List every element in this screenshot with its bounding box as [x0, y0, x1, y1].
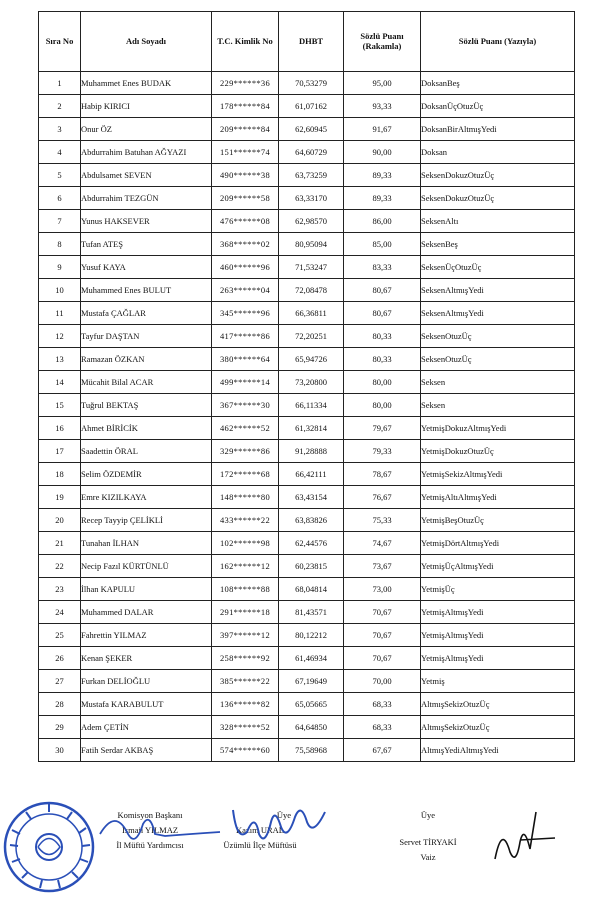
- oral-score-numeric: 67,67: [344, 739, 421, 762]
- table-row: [39, 302, 575, 325]
- oral-score-text: SeksenAltı: [421, 210, 575, 233]
- dhbt-score: 63,43154: [279, 486, 344, 509]
- oral-score-text: SeksenBeş: [421, 233, 575, 256]
- dhbt-score: 66,42111: [279, 463, 344, 486]
- oral-score-text: YetmişAltmışYedi: [421, 624, 575, 647]
- candidate-name: Yusuf KAYA: [81, 256, 212, 279]
- chair-title: İl Müftü Yardımcısı: [116, 840, 184, 850]
- row-number: 14: [39, 371, 81, 394]
- member2-signature-block: [378, 808, 478, 865]
- oral-score-numeric: 78,67: [344, 463, 421, 486]
- oral-score-text: SeksenÜçOtuzÜç: [421, 256, 575, 279]
- oral-score-numeric: 80,67: [344, 302, 421, 325]
- oral-score-text: YetmişSekizAltmışYedi: [421, 463, 575, 486]
- header-dhbt: DHBT: [279, 12, 344, 72]
- table-row: [39, 348, 575, 371]
- oral-score-text: AltmışSekizOtuzÜç: [421, 716, 575, 739]
- candidate-name: Kenan ŞEKER: [81, 647, 212, 670]
- dhbt-score: 71,53247: [279, 256, 344, 279]
- oral-score-numeric: 80,00: [344, 394, 421, 417]
- candidate-name: Habip KIRICI: [81, 95, 212, 118]
- candidate-name: Tuğrul BEKTAŞ: [81, 394, 212, 417]
- row-number: 17: [39, 440, 81, 463]
- row-number: 30: [39, 739, 81, 762]
- oral-score-text: AltmışSekizOtuzÜç: [421, 693, 575, 716]
- candidate-name: Mustafa ÇAĞLAR: [81, 302, 212, 325]
- dhbt-score: 62,60945: [279, 118, 344, 141]
- tc-number: 229******36: [212, 72, 279, 95]
- tc-number: 397******12: [212, 624, 279, 647]
- oral-score-text: YetmişDokuzOtuzÜç: [421, 440, 575, 463]
- table-row: [39, 141, 575, 164]
- oral-score-numeric: 76,67: [344, 486, 421, 509]
- row-number: 4: [39, 141, 81, 164]
- oral-score-text: DoksanÜçOtuzÜç: [421, 95, 575, 118]
- row-number: 23: [39, 578, 81, 601]
- table-row: [39, 210, 575, 233]
- tc-number: 367******30: [212, 394, 279, 417]
- oral-score-numeric: 80,67: [344, 279, 421, 302]
- table-row: [39, 417, 575, 440]
- tc-number: 329******86: [212, 440, 279, 463]
- dhbt-score: 62,98570: [279, 210, 344, 233]
- oral-score-text: Yetmiş: [421, 670, 575, 693]
- dhbt-score: 64,60729: [279, 141, 344, 164]
- header-score-text: Sözlü Puanı (Yazıyla): [421, 12, 575, 72]
- oral-score-numeric: 75,33: [344, 509, 421, 532]
- tc-number: 102******98: [212, 532, 279, 555]
- row-number: 15: [39, 394, 81, 417]
- member2-role: Üye: [420, 810, 436, 820]
- oral-score-numeric: 80,33: [344, 325, 421, 348]
- dhbt-score: 70,53279: [279, 72, 344, 95]
- table-body: [39, 72, 575, 762]
- candidate-name: Furkan DELİOĞLU: [81, 670, 212, 693]
- oral-score-text: YetmişDokuzAltmışYedi: [421, 417, 575, 440]
- header-no: Sıra No: [39, 12, 81, 72]
- member1-name: Kazım URAL: [236, 825, 284, 835]
- tc-number: 476******08: [212, 210, 279, 233]
- tc-number: 209******84: [212, 118, 279, 141]
- table-row: [39, 509, 575, 532]
- row-number: 8: [39, 233, 81, 256]
- table-row: [39, 118, 575, 141]
- member2-signature-icon: [490, 804, 560, 874]
- oral-score-text: SeksenAltmışYedi: [421, 302, 575, 325]
- candidate-name: Necip Fazıl KÜRTÜNLÜ: [81, 555, 212, 578]
- tc-number: 460******96: [212, 256, 279, 279]
- oral-score-text: YetmişBeşOtuzÜç: [421, 509, 575, 532]
- dhbt-score: 66,36811: [279, 302, 344, 325]
- tc-number: 385******22: [212, 670, 279, 693]
- table-row: [39, 187, 575, 210]
- dhbt-score: 72,20251: [279, 325, 344, 348]
- candidate-name: Saadettin ÖRAL: [81, 440, 212, 463]
- candidate-name: Abdulsamet SEVEN: [81, 164, 212, 187]
- tc-number: 263******04: [212, 279, 279, 302]
- signature-footer: [0, 790, 613, 900]
- table-row: [39, 601, 575, 624]
- row-number: 29: [39, 716, 81, 739]
- candidate-name: Muhammed DALAR: [81, 601, 212, 624]
- row-number: 21: [39, 532, 81, 555]
- dhbt-score: 62,44576: [279, 532, 344, 555]
- chair-name: İsmail YILMAZ: [121, 825, 179, 835]
- table-row: [39, 693, 575, 716]
- candidate-name: Adem ÇETİN: [81, 716, 212, 739]
- table-row: [39, 716, 575, 739]
- candidate-name: Muhammet Enes BUDAK: [81, 72, 212, 95]
- oral-score-numeric: 70,67: [344, 647, 421, 670]
- oral-score-numeric: 93,33: [344, 95, 421, 118]
- table-row: [39, 739, 575, 762]
- table-row: [39, 164, 575, 187]
- member2-title: Vaiz: [420, 852, 436, 862]
- tc-number: 162******12: [212, 555, 279, 578]
- oral-score-numeric: 85,00: [344, 233, 421, 256]
- dhbt-score: 72,08478: [279, 279, 344, 302]
- table-row: [39, 578, 575, 601]
- oral-score-text: SeksenDokuzOtuzÜç: [421, 164, 575, 187]
- candidate-name: Yunus HAKSEVER: [81, 210, 212, 233]
- tc-number: 136******82: [212, 693, 279, 716]
- dhbt-score: 68,04814: [279, 578, 344, 601]
- dhbt-score: 75,58968: [279, 739, 344, 762]
- table-row: [39, 371, 575, 394]
- row-number: 11: [39, 302, 81, 325]
- tc-number: 417******86: [212, 325, 279, 348]
- row-number: 2: [39, 95, 81, 118]
- row-number: 12: [39, 325, 81, 348]
- tc-number: 380******64: [212, 348, 279, 371]
- dhbt-score: 65,05665: [279, 693, 344, 716]
- table-row: [39, 647, 575, 670]
- oral-score-numeric: 70,67: [344, 601, 421, 624]
- tc-number: 499******14: [212, 371, 279, 394]
- dhbt-score: 80,12212: [279, 624, 344, 647]
- tc-number: 490******38: [212, 164, 279, 187]
- row-number: 6: [39, 187, 81, 210]
- row-number: 10: [39, 279, 81, 302]
- oral-score-numeric: 68,33: [344, 716, 421, 739]
- oral-score-numeric: 70,67: [344, 624, 421, 647]
- candidate-name: Fatih Serdar AKBAŞ: [81, 739, 212, 762]
- dhbt-score: 60,23815: [279, 555, 344, 578]
- candidate-name: Selim ÖZDEMİR: [81, 463, 212, 486]
- candidate-name: Mücahit Bilal ACAR: [81, 371, 212, 394]
- row-number: 18: [39, 463, 81, 486]
- tc-number: 574******60: [212, 739, 279, 762]
- row-number: 28: [39, 693, 81, 716]
- oral-score-text: SeksenDokuzOtuzÜç: [421, 187, 575, 210]
- oral-score-text: Seksen: [421, 371, 575, 394]
- candidate-name: Onur ÖZ: [81, 118, 212, 141]
- table-row: [39, 256, 575, 279]
- table-row: [39, 394, 575, 417]
- candidate-name: Tayfur DAŞTAN: [81, 325, 212, 348]
- chair-role: Komisyon Başkanı: [117, 810, 183, 820]
- tc-number: 462******52: [212, 417, 279, 440]
- candidate-name: Abdurrahim TEZGÜN: [81, 187, 212, 210]
- table-row: [39, 670, 575, 693]
- tc-number: 258******92: [212, 647, 279, 670]
- header-name: Adı Soyadı: [81, 12, 212, 72]
- oral-score-text: SeksenAltmışYedi: [421, 279, 575, 302]
- table-row: [39, 279, 575, 302]
- table-row: [39, 72, 575, 95]
- oral-score-text: SeksenOtuzÜç: [421, 325, 575, 348]
- row-number: 19: [39, 486, 81, 509]
- oral-score-numeric: 73,67: [344, 555, 421, 578]
- dhbt-score: 67,19649: [279, 670, 344, 693]
- dhbt-score: 63,83826: [279, 509, 344, 532]
- row-number: 5: [39, 164, 81, 187]
- oral-score-numeric: 89,33: [344, 164, 421, 187]
- dhbt-score: 64,64850: [279, 716, 344, 739]
- candidate-name: Ramazan ÖZKAN: [81, 348, 212, 371]
- oral-score-text: Doksan: [421, 141, 575, 164]
- official-stamp-icon: [2, 800, 97, 895]
- candidate-name: Mustafa KARABULUT: [81, 693, 212, 716]
- oral-score-numeric: 74,67: [344, 532, 421, 555]
- candidate-name: Tunahan İLHAN: [81, 532, 212, 555]
- tc-number: 178******84: [212, 95, 279, 118]
- dhbt-score: 61,07162: [279, 95, 344, 118]
- row-number: 9: [39, 256, 81, 279]
- table-row: [39, 95, 575, 118]
- oral-score-numeric: 80,33: [344, 348, 421, 371]
- dhbt-score: 80,95094: [279, 233, 344, 256]
- member2-name: Servet TİRYAKİ: [399, 837, 457, 847]
- candidate-name: İlhan KAPULU: [81, 578, 212, 601]
- tc-number: 433******22: [212, 509, 279, 532]
- row-number: 13: [39, 348, 81, 371]
- row-number: 25: [39, 624, 81, 647]
- oral-score-numeric: 89,33: [344, 187, 421, 210]
- candidate-name: Recep Tayyip ÇELİKLİ: [81, 509, 212, 532]
- oral-score-text: YetmişÜçAltmışYedi: [421, 555, 575, 578]
- candidate-name: Fahrettin YILMAZ: [81, 624, 212, 647]
- row-number: 3: [39, 118, 81, 141]
- row-number: 20: [39, 509, 81, 532]
- table-row: [39, 325, 575, 348]
- oral-score-text: YetmişAltmışYedi: [421, 647, 575, 670]
- oral-score-text: DoksanBeş: [421, 72, 575, 95]
- dhbt-score: 61,46934: [279, 647, 344, 670]
- oral-score-text: AltmışYediAltmışYedi: [421, 739, 575, 762]
- dhbt-score: 66,11334: [279, 394, 344, 417]
- oral-score-text: Seksen: [421, 394, 575, 417]
- oral-score-numeric: 79,67: [344, 417, 421, 440]
- tc-number: 108******88: [212, 578, 279, 601]
- table-row: [39, 440, 575, 463]
- header-tc: T.C. Kimlik No: [212, 12, 279, 72]
- dhbt-score: 61,32814: [279, 417, 344, 440]
- tc-number: 172******68: [212, 463, 279, 486]
- table-row: [39, 555, 575, 578]
- table-row: [39, 233, 575, 256]
- dhbt-score: 91,28888: [279, 440, 344, 463]
- tc-number: 209******58: [212, 187, 279, 210]
- table-row: [39, 624, 575, 647]
- oral-score-numeric: 86,00: [344, 210, 421, 233]
- tc-number: 345******96: [212, 302, 279, 325]
- header-score-num: Sözlü Puanı (Rakamla): [344, 12, 421, 72]
- candidate-name: Muhammed Enes BULUT: [81, 279, 212, 302]
- tc-number: 148******80: [212, 486, 279, 509]
- oral-score-text: YetmişAltıAltmışYedi: [421, 486, 575, 509]
- member1-signature-icon: [225, 792, 335, 852]
- row-number: 24: [39, 601, 81, 624]
- dhbt-score: 81,43571: [279, 601, 344, 624]
- row-number: 26: [39, 647, 81, 670]
- row-number: 16: [39, 417, 81, 440]
- member1-role: Üye: [276, 810, 292, 820]
- table-row: [39, 463, 575, 486]
- table-header-row: [39, 12, 575, 72]
- row-number: 1: [39, 72, 81, 95]
- tc-number: 151******74: [212, 141, 279, 164]
- dhbt-score: 73,20800: [279, 371, 344, 394]
- row-number: 22: [39, 555, 81, 578]
- oral-score-text: YetmişÜç: [421, 578, 575, 601]
- oral-score-text: YetmişAltmışYedi: [421, 601, 575, 624]
- candidate-name: Emre KIZILKAYA: [81, 486, 212, 509]
- oral-score-numeric: 68,33: [344, 693, 421, 716]
- oral-score-numeric: 91,67: [344, 118, 421, 141]
- oral-score-numeric: 95,00: [344, 72, 421, 95]
- results-table: [38, 11, 575, 762]
- tc-number: 368******02: [212, 233, 279, 256]
- row-number: 27: [39, 670, 81, 693]
- member1-title: Üzümlü İlçe Müftüsü: [223, 840, 297, 850]
- dhbt-score: 63,33170: [279, 187, 344, 210]
- oral-score-numeric: 79,33: [344, 440, 421, 463]
- tc-number: 291******18: [212, 601, 279, 624]
- oral-score-numeric: 83,33: [344, 256, 421, 279]
- candidate-name: Abdurrahim Batuhan AĞYAZI: [81, 141, 212, 164]
- oral-score-text: YetmişDörtAltmışYedi: [421, 532, 575, 555]
- tc-number: 328******52: [212, 716, 279, 739]
- table-row: [39, 532, 575, 555]
- candidate-name: Tufan ATEŞ: [81, 233, 212, 256]
- oral-score-numeric: 90,00: [344, 141, 421, 164]
- oral-score-text: SeksenOtuzÜç: [421, 348, 575, 371]
- candidate-name: Ahmet BİRİCİK: [81, 417, 212, 440]
- oral-score-text: DoksanBirAltmışYedi: [421, 118, 575, 141]
- oral-score-numeric: 73,00: [344, 578, 421, 601]
- oral-score-numeric: 80,00: [344, 371, 421, 394]
- row-number: 7: [39, 210, 81, 233]
- dhbt-score: 65,94726: [279, 348, 344, 371]
- table-row: [39, 486, 575, 509]
- dhbt-score: 63,73259: [279, 164, 344, 187]
- oral-score-numeric: 70,00: [344, 670, 421, 693]
